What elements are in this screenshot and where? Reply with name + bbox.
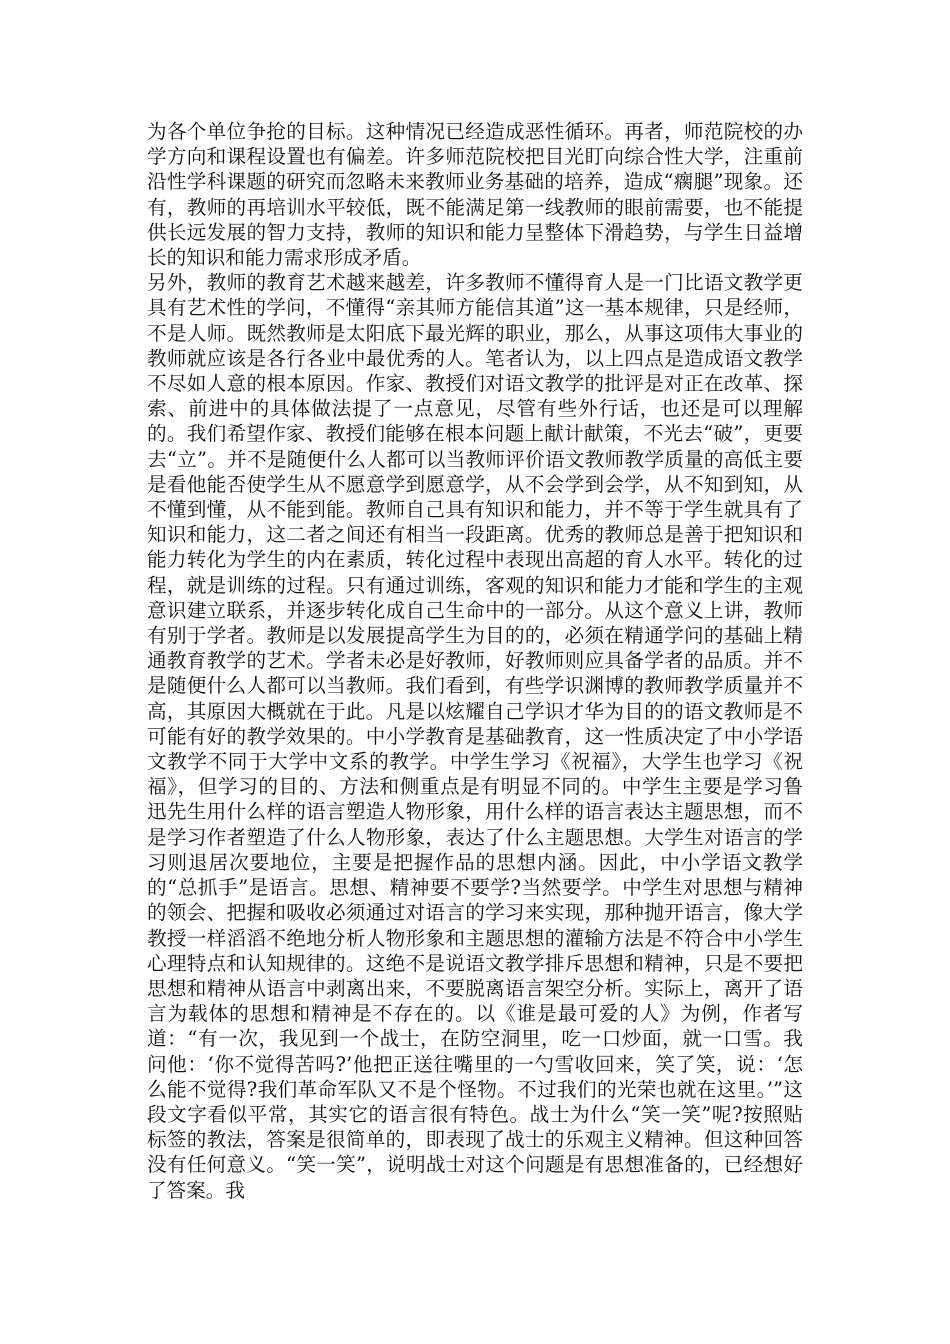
body-text bbox=[147, 119, 803, 1203]
paragraph-1: 为各个单位争抢的目标。这种情况已经造成恶性循环。再者，师范院校的办学方向和课程设置也有偏差。许多师范院校把目光盯向综合性大学，注重前沿性学科课题的研究而忽略未来教师业务基础的培养，造成“瘸腿”现象。还有，教师的再培训水平较低，既不能满足第一线教师的眼前需要，也不能提供长远发展的智力支持，教师的知识和能力呈整体下滑趋势，与学生日益增长的知识和能力需求形成矛盾。 bbox=[147, 120, 803, 270]
paragraph-2: 另外，教师的教育艺术越来越差，许多教师不懂得育人是一门比语文教学更具有艺术性的学问，不懂得“亲其师方能信其道”这一基本规律，只是经师，不是人师。既然教师是太阳底下最光辉的职业，那么，从事这项伟大事业的教师就应该是各行各业中最优秀的人。笔者认为，以上四点是造成语文教学不尽如人意的根本原因。作家、教授们对语文教学的批评是对正在改革、探索、前进中的具体做法提了一点意见，尽管有些外行话，也还是可以理解的。我们希望作家、教授们能够在根本问题上献计献策，不光去“破”，更要去“立”。并不是随便什么人都可以当教师评价语文教师教学质量的高低主要是看他能否使学生从不愿意学到愿意学，从不会学到会学，从不知到知，从不懂到懂，从不能到能。教师自己具有知识和能力，并不等于学生就具有了知识和能力，这二者之间还有相当一段距离。优秀的教师总是善于把知识和能力转化为学生的内在素质，转化过程中表现出高超的育人水平。转化的过程，就是训练的过程。只有通过训练，客观的知识和能力才能和学生的主观意识建立联系，并逐步转化成自己生命中的一部分。从这个意义上讲，教师有别于学者。教师是以发展提高学生为目的的，必须在精通学问的基础上精通教育教学的艺术。学者未必是好教师，好教师则应具备学者的品质。并不是随便什么人都可以当教师。我们看到，有些学识渊博的教师教学质量并不高，其原因大概就在于此。凡是以炫耀自己学识才华为目的的语文教师是不可能有好的教学效果的。中小学教育是基础教育，这一性质决定了中小学语文教学不同于大学中文系的教学。中学生学习《祝福》，大学生也学习《祝福》，但学习的目的、方法和侧重点是有明显不同的。中学生主要是学习鲁迅先生用什么样的语言塑造人物形象，用什么样的语言表达主题思想，而不是学习作者塑造了什么人物形象，表达了什么主题思想。大学生对语言的学习则退居次要地位，主要是把握作品的思想内涵。因此，中小学语文教学的“总抓手”是语言。思想、精神要不要学?当然要学。中学生对思想与精神的领会、把握和吸收必须通过对语言的学习来实现，那种抛开语言，像大学教授一样滔滔不绝地分析人物形象和主题思想的灌输方法是不符合中小学生心理特点和认知规律的。这绝不是说语文教学排斥思想和精神，只是不要把思想和精神从语言中剥离出来，不要脱离语言架空分析。实际上，离开了语言为载体的思想和精神是不存在的。以《谁是最可爱的人》为例，作者写道：“有一次，我见到一个战士，在防空洞里，吃一口炒面，就一口雪。我问他：‘你不觉得苦吗?’他把正送往嘴里的一勺雪收回来，笑了笑，说：‘怎么能不觉得?我们革命军队又不是个怪物。不过我们的光荣也就在这里。’”这段文字看似平常，其实它的语言很有特色。战士为什么“笑一笑”呢?按照贴标签的教法，答案是很简单的，即表现了战士的乐观主义精神。但这种回答没有任何意义。“笑一笑”，说明战士对这个问题是有思想准备的，已经想好了答案。我 bbox=[147, 271, 803, 1202]
